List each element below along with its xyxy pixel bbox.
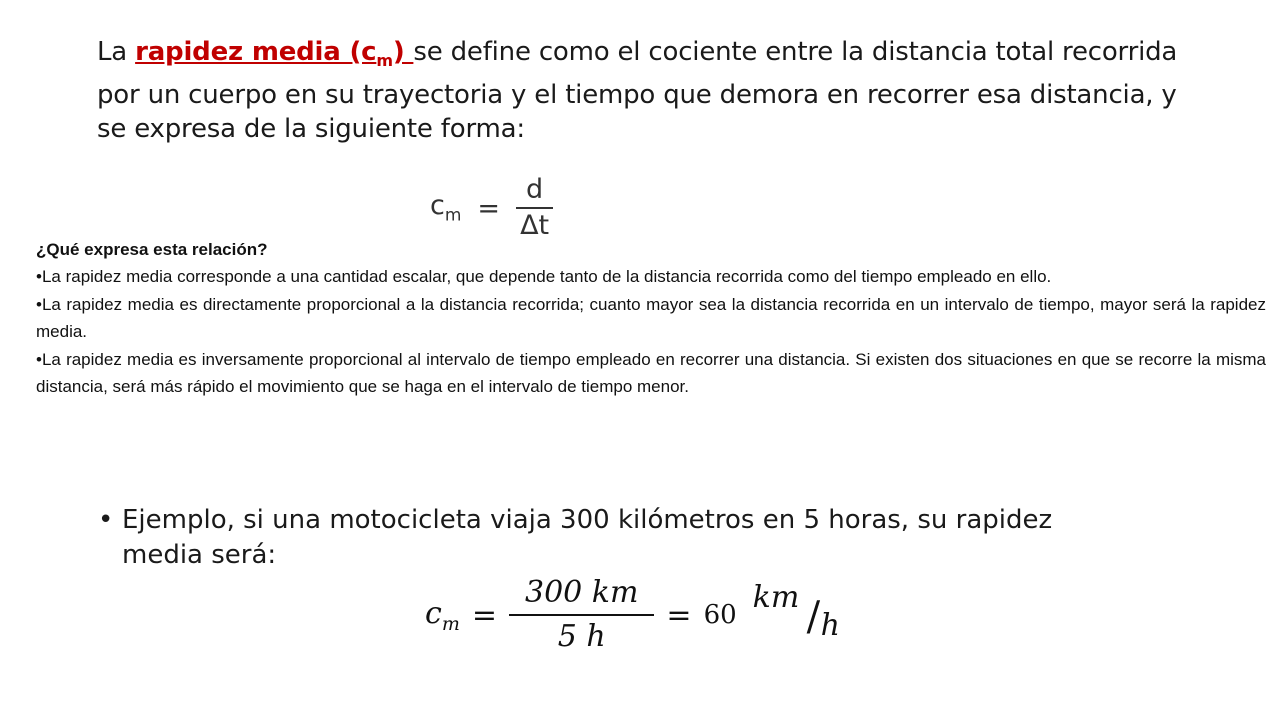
example-item [98,503,1098,573]
formula-symbol [430,190,461,225]
question-bullet-3: •La rapidez media es inversamente proporcional al intervalo de tiempo empleado en recorrer una distancia. Si existen dos situaciones en que se recorre la misma distancia, será más rápido el movimiento que se haga en el intervalo de tiempo menor. [36,349,1266,397]
unit-denominator: h [820,608,840,643]
term-link[interactable] [135,37,414,71]
example-symbol [425,596,460,635]
formula-fraction [516,173,553,243]
example-symbol-letter: c [425,595,442,631]
question-box [36,236,1266,400]
example-symbol-subscript: m [441,612,460,635]
example-denominator: 5 h [557,619,606,654]
intro-paragraph [97,35,1197,146]
term-close: ) [392,37,414,67]
formula-denominator: Δt [520,210,550,241]
example-numerator: 300 km [509,572,654,616]
question-bullet-2: •La rapidez media es directamente proporcional a la distancia recorrida; cuanto mayor sea la distancia recorrida en un intervalo de tiempo, mayor será la rapidez media. [36,294,1266,342]
question-bullet-1: •La rapidez media corresponde a una cantidad escalar, que depende tanto de la distancia recorrida como del tiempo empleado en ello. [36,267,1052,287]
example-unit [753,580,853,650]
unit-slash: / [806,594,821,640]
intro-text: se define como el cociente entre la distancia total recorrida por un cuerpo en su trayectoria y el tiempo que demora en recorrer esa distancia, y se expresa de la siguiente forma: [97,37,1178,145]
example-result: 60 [703,600,737,630]
bullet-icon: • [98,505,114,535]
example-equals-2: = [666,597,692,633]
term-subscript: m [376,51,393,71]
intro-prefix: La [97,37,136,67]
formula-equals: = [477,192,501,224]
formula-numerator: d [516,173,553,209]
formula-symbol-letter: c [430,190,445,222]
term-text: rapidez media (c [135,37,377,67]
example-equals: = [471,597,497,633]
unit-numerator: km [752,580,800,615]
formula-definition [430,174,553,242]
example-fraction [509,572,654,658]
example-text: Ejemplo, si una motocicleta viaja 300 kilómetros en 5 horas, su rapidez media será: [122,505,1053,570]
formula-example [425,570,853,660]
formula-symbol-subscript: m [444,205,462,226]
question-title: ¿Qué expresa esta relación? [36,240,268,259]
